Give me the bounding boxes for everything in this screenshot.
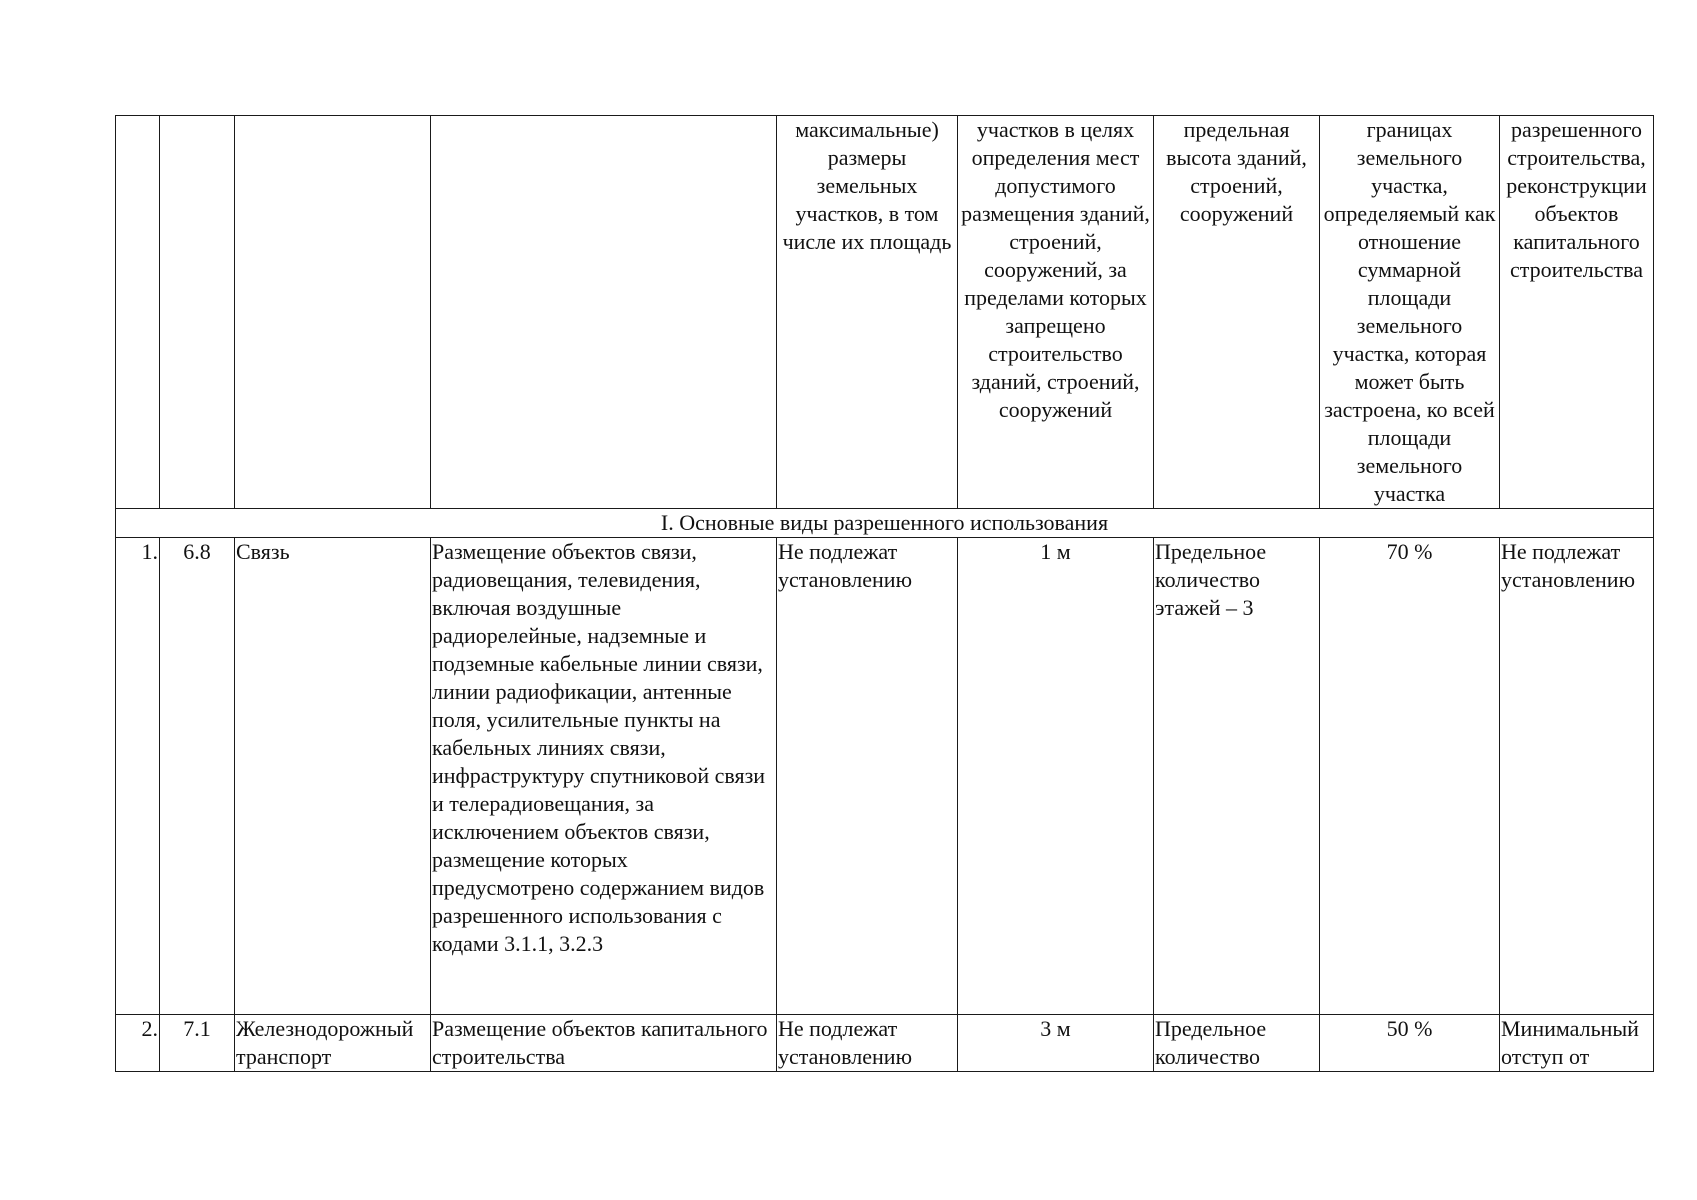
row-plot-size: Не подлежат установлению — [777, 1015, 958, 1072]
header-cell-other: разрешенного строительства, реконструкции объектов капитального строительства — [1500, 116, 1654, 509]
zoning-regulations-table — [115, 115, 1654, 1072]
row-description: Размещение объектов связи, радиовещания, телевидения, включая воздушные радиорелейные, надземные и подземные кабельные линии связи, линии радиофикации, антенные поля, усилительные пункты на кабельных линиях связи, инфраструктуру спутниковой связи и телерадиовещания, за исключением объектов связи, размещение которых предусмотрено содержанием видов разрешенного использования с кодами 3.1.1, 3.2.3 — [431, 538, 777, 1015]
row-description: Размещение объектов капитального строительства — [431, 1015, 777, 1072]
row-name: Железнодорожный транспорт — [235, 1015, 431, 1072]
row-coverage: 50 % — [1320, 1015, 1500, 1072]
header-cell-height: предельная высота зданий, строений, сооружений — [1154, 116, 1320, 509]
header-cell-coverage: границах земельного участка, определяемый как отношение суммарной площади земельного участка, которая может быть застроена, ко всей площади земельного участка — [1320, 116, 1500, 509]
row-plot-size: Не подлежат установлению — [777, 538, 958, 1015]
row-coverage: 70 % — [1320, 538, 1500, 1015]
header-cell-plot-size: максимальные) размеры земельных участков, в том числе их площадь — [777, 116, 958, 509]
table-header-row — [116, 116, 1654, 509]
row-height: Предельное количество — [1154, 1015, 1320, 1072]
header-cell-description — [431, 116, 777, 509]
row-height: Предельное количество этажей – 3 — [1154, 538, 1320, 1015]
header-cell-name — [235, 116, 431, 509]
row-other: Не подлежат установлению — [1500, 538, 1654, 1015]
header-cell-code — [160, 116, 235, 509]
header-cell-setback: участков в целях определения мест допустимого размещения зданий, строений, сооружений, за пределами которых запрещено строительство зданий, строений, сооружений — [958, 116, 1154, 509]
section-title: I. Основные виды разрешенного использования — [116, 509, 1654, 538]
header-cell-num — [116, 116, 160, 509]
row-number: 2. — [116, 1015, 160, 1072]
row-name: Связь — [235, 538, 431, 1015]
row-number: 1. — [116, 538, 160, 1015]
table-row — [116, 538, 1654, 1015]
row-code: 6.8 — [160, 538, 235, 1015]
row-other: Минимальный отступ от — [1500, 1015, 1654, 1072]
row-setback: 3 м — [958, 1015, 1154, 1072]
row-setback: 1 м — [958, 538, 1154, 1015]
section-row — [116, 509, 1654, 538]
table-row — [116, 1015, 1654, 1072]
row-code: 7.1 — [160, 1015, 235, 1072]
